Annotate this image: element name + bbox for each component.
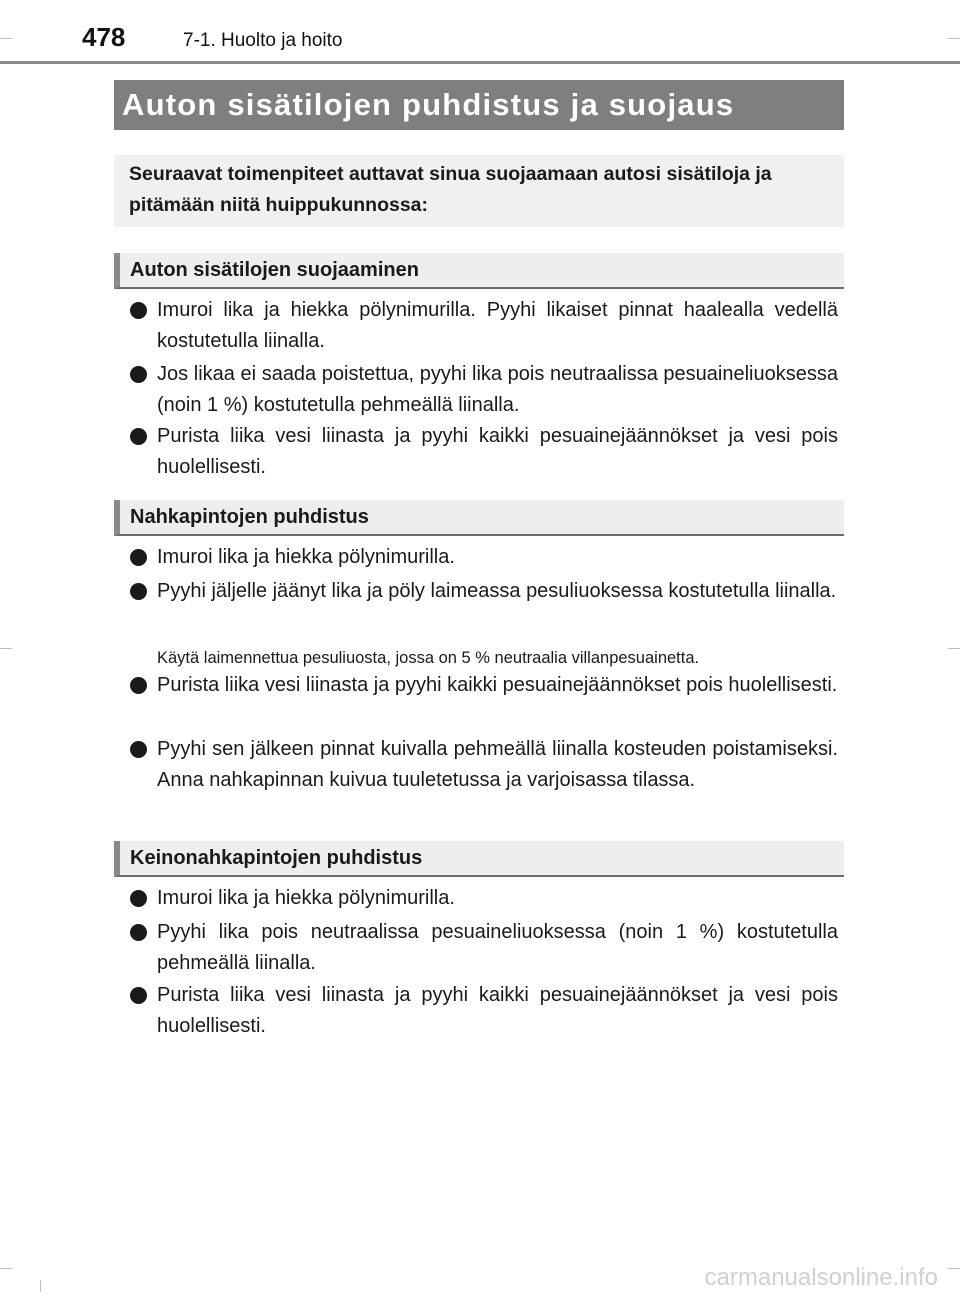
section-heading-leather-cleaning: [114, 500, 844, 536]
intro-text: Seuraavat toimenpiteet auttavat sinua suojaamaan autosi sisätiloja ja pitämään niitä huippukunnossa:: [129, 163, 772, 216]
bullet-icon: [130, 924, 147, 941]
list-item-text: Pyyhi lika pois neutraalissa pesuaineliuoksessa (noin 1 %) kostutetulla pehmeällä liinalla.: [157, 921, 838, 974]
list-item: [128, 883, 838, 914]
bullet-icon: [130, 741, 147, 758]
bullet-icon: [130, 302, 147, 319]
crop-mark: [948, 1268, 960, 1269]
section-label: 7-1. Huolto ja hoito: [183, 30, 343, 51]
list-item: [128, 421, 838, 482]
list-item: [128, 295, 838, 356]
section-heading-interior-protection: [114, 253, 844, 289]
intro-box: [114, 155, 844, 227]
list-item-text: Purista liika vesi liinasta ja pyyhi kaikki pesuainejäännökset pois huolellisesti.: [157, 674, 838, 696]
crop-mark: [948, 648, 960, 649]
section-heading-text: Keinonahkapintojen puhdistus: [130, 846, 423, 869]
footer-watermark: carmanualsonline.info: [704, 1264, 938, 1291]
section-heading-text: Auton sisätilojen suojaaminen: [130, 258, 419, 281]
list-item: [128, 734, 838, 795]
list-item-text: Pyyhi jäljelle jäänyt lika ja pöly laimeassa pesuliuoksessa kostutetulla liinalla.: [157, 580, 837, 602]
bullet-icon: [130, 583, 147, 600]
page-title: Auton sisätilojen puhdistus ja suojaus: [122, 87, 735, 122]
list-item-text: Jos likaa ei saada poistettua, pyyhi lika pois neutraalissa pesuaineliuoksessa (noin 1 %) kostutetulla pehmeällä liinalla.: [157, 363, 838, 416]
note-text: Käytä laimennettua pesuliuosta, jossa on 5 % neutraalia villanpesuainetta.: [157, 649, 700, 667]
page-header: [0, 0, 960, 64]
page-number: 478: [82, 22, 126, 52]
list-item-text: Imuroi lika ja hiekka pölynimurilla. Pyyhi likaiset pinnat haalealla vedellä kostutetulla liinalla.: [157, 299, 838, 352]
list-item: [128, 917, 838, 978]
header-rule: [0, 61, 960, 64]
bullet-icon: [130, 366, 147, 383]
section-heading-text: Nahkapintojen puhdistus: [130, 505, 369, 528]
bullet-icon: [130, 677, 147, 694]
crop-mark: [0, 1268, 12, 1269]
list-item: [128, 542, 838, 573]
section-heading-faux-leather-cleaning: [114, 841, 844, 877]
crop-mark: [0, 648, 12, 649]
list-item-text: Pyyhi sen jälkeen pinnat kuivalla pehmeällä liinalla kosteuden poistamiseksi. Anna nahkapinnan kuivua tuuletetussa ja varjoisassa tilassa.: [157, 738, 838, 791]
list-item-text: Purista liika vesi liinasta ja pyyhi kaikki pesuainejäännökset ja vesi pois huolellisesti.: [157, 984, 838, 1037]
list-item: [128, 670, 838, 701]
list-item: [128, 576, 838, 607]
list-item-text: Imuroi lika ja hiekka pölynimurilla.: [157, 887, 455, 909]
list-item: [128, 359, 838, 420]
bullet-icon: [130, 428, 147, 445]
bullet-icon: [130, 987, 147, 1004]
title-banner: [114, 80, 844, 130]
list-item-text: Imuroi lika ja hiekka pölynimurilla.: [157, 546, 455, 568]
bullet-icon: [130, 890, 147, 907]
list-item: [128, 980, 838, 1041]
list-item-text: Purista liika vesi liinasta ja pyyhi kaikki pesuainejäännökset ja vesi pois huolellisesti.: [157, 425, 838, 478]
crop-mark: [40, 1280, 41, 1292]
bullet-icon: [130, 549, 147, 566]
